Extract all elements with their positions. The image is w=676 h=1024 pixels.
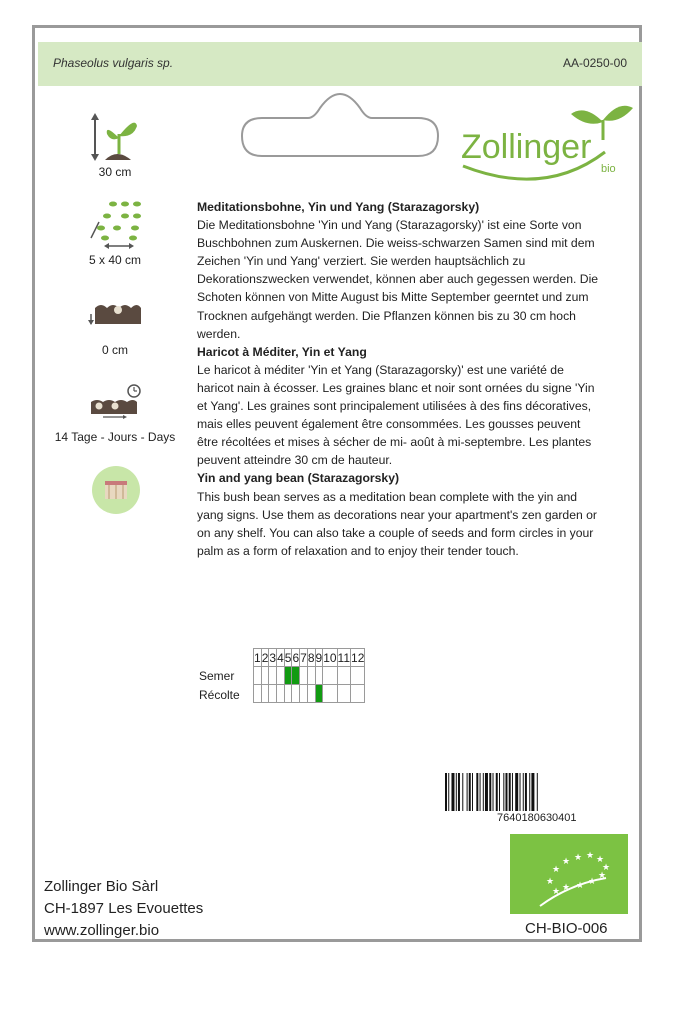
- month-8: 8: [307, 650, 315, 665]
- barcode-bar: [493, 773, 494, 811]
- calendar-row-harvest: [254, 685, 365, 703]
- barcode-bar: [476, 773, 478, 811]
- barcode-bar: [496, 773, 498, 811]
- svg-text:★: ★: [576, 881, 585, 891]
- barcode-bar: [472, 773, 473, 811]
- barcode-bar: [456, 773, 457, 811]
- calendar-cell: [351, 685, 365, 703]
- calendar-cell: [323, 685, 337, 703]
- month-11: 11: [337, 650, 351, 665]
- barcode-bar: [525, 773, 527, 811]
- barcode-bar: [467, 773, 468, 811]
- svg-text:★: ★: [598, 871, 607, 881]
- section-title-fr: Haricot à Méditer, Yin et Yang: [197, 344, 367, 359]
- calendar-cell: [269, 685, 277, 703]
- month-3: 3: [269, 650, 277, 665]
- calendar-cell-active: [292, 667, 300, 685]
- spacing-label: 5 x 40 cm: [88, 253, 142, 267]
- calendar-table: [253, 648, 365, 703]
- barcode-bar: [503, 773, 504, 811]
- svg-text:★: ★: [588, 877, 597, 887]
- depth-label: 0 cm: [101, 343, 128, 357]
- barcode-bar: [469, 773, 471, 811]
- calendar-header-row: [254, 649, 365, 667]
- calendar-cell: [269, 667, 277, 685]
- svg-text:★: ★: [546, 877, 555, 887]
- plant-height-icon: [87, 110, 147, 165]
- calendar-cell: [284, 685, 292, 703]
- species-name: Phaseolus vulgaris sp.: [53, 56, 174, 70]
- company-address: CH-1897 Les Evouettes: [44, 900, 204, 917]
- barcode-bar: [451, 773, 454, 811]
- bio-certification: CH-BIO-006: [525, 920, 608, 937]
- calendar-row-label-sow: Semer: [199, 669, 235, 683]
- calendar-cell-active: [315, 685, 323, 703]
- barcode-bar: [483, 773, 484, 811]
- section-title-de: Meditationsbohne, Yin und Yang (Starazagorsky): [197, 200, 480, 214]
- month-6: 6: [292, 650, 300, 665]
- barcode-bar: [445, 773, 447, 811]
- barcode-bar: [537, 773, 538, 811]
- svg-text:★: ★: [562, 857, 571, 867]
- calendar-cell: [277, 685, 285, 703]
- seed-packet: [32, 25, 642, 942]
- calendar-row-label-harvest: Récolte: [199, 688, 240, 702]
- calendar-cell: [261, 667, 269, 685]
- company-name: Zollinger Bio Sàrl: [44, 878, 159, 895]
- urban-gardening-badge-icon: [91, 465, 141, 515]
- calendar-cell: [307, 667, 315, 685]
- eu-organic-logo-icon: [510, 834, 628, 914]
- barcode-number: 7640180630401: [497, 812, 577, 824]
- barcode-icon: [443, 773, 623, 811]
- germination-label: 14 Tage - Jours - Days: [54, 430, 176, 444]
- calendar-row-sow: [254, 667, 365, 685]
- barcode-bar: [505, 773, 507, 811]
- sowing-depth-icon: [87, 298, 147, 328]
- calendar-cell: [254, 667, 262, 685]
- height-label: 30 cm: [98, 165, 132, 179]
- section-body-en: This bush bean serves as a meditation bean complete with the yin and yang signs. Use them as decorations near your apartment's zen garden or on any shelf. You can also take a couple of seeds and form circles in your palm as a form of relaxation and to enjoy their tender touch.: [197, 489, 597, 558]
- section-title-en: Yin and yang bean (Starazagorsky): [197, 471, 400, 486]
- barcode-bar: [485, 773, 488, 811]
- company-info: [44, 876, 203, 942]
- month-2: 2: [261, 650, 269, 665]
- barcode-bar: [512, 773, 513, 811]
- svg-text:★: ★: [552, 887, 561, 897]
- svg-text:★: ★: [552, 865, 561, 875]
- barcode-bar: [448, 773, 449, 811]
- barcode-bar: [531, 773, 534, 811]
- calendar-cell: [254, 685, 262, 703]
- logo-sub: bio: [601, 163, 616, 175]
- calendar-cell: [261, 685, 269, 703]
- calendar-cell: [307, 685, 315, 703]
- calendar-cell: [323, 667, 337, 685]
- svg-text:★: ★: [602, 863, 611, 873]
- barcode-bar: [489, 773, 491, 811]
- hanger-hole-icon: [240, 90, 440, 160]
- svg-text:★: ★: [562, 883, 571, 893]
- barcode-bar: [458, 773, 460, 811]
- month-1: 1: [254, 650, 261, 665]
- barcode-bar: [520, 773, 521, 811]
- barcode-bar: [515, 773, 518, 811]
- calendar-cell: [351, 667, 365, 685]
- calendar-cell: [292, 685, 300, 703]
- zollinger-logo-icon: [455, 100, 635, 200]
- barcode-bar: [529, 773, 530, 811]
- month-10: 10: [323, 650, 337, 665]
- calendar-cell-active: [284, 667, 292, 685]
- svg-text:★: ★: [586, 851, 595, 861]
- product-code: AA-0250-00: [562, 56, 627, 70]
- description: [197, 198, 602, 560]
- barcode-bar: [499, 773, 500, 811]
- barcode-bar: [509, 773, 511, 811]
- barcode-bar: [462, 773, 463, 811]
- calendar-cell: [300, 685, 308, 703]
- plant-spacing-icon: [87, 200, 147, 252]
- section-body-fr: Le haricot à méditer 'Yin et Yang (Starazagorsky)' est une variété de haricot nain à écosser. Les graines blanc et noir sont ornées du signe 'Yin et Yang'. Les graines sont principalement utilisées à des fins décoratives, mais elles peuvent également être consommées. Les gousses peuvent être récoltées et mises à sécher de mi- août à mi-septembre. Les plantes peuvent atteindre 30 cm de hauteur.: [197, 362, 595, 468]
- logo-brand: Zollinger: [461, 128, 592, 166]
- germination-time-icon: [87, 382, 147, 420]
- section-body-de: Die Meditationsbohne 'Yin und Yang (Starazagorsky)' ist eine Sorte von Buschbohnen zum Auskernen. Die weiss-schwarzen Samen sind mit dem Zeichen 'Yin und Yang' verziert. Sie werden hauptsächlich zu Dekorationszwecken verwendet, können aber auch gegessen werden. Die Schoten können von Mitte August bis Mitte September geerntet und zum Trocknen aufgehängt werden. Die Pflanzen können bis zu 30 cm hoch werden.: [197, 218, 599, 341]
- month-7: 7: [300, 650, 307, 665]
- company-website[interactable]: www.zollinger.bio: [44, 922, 160, 939]
- header-bar: [38, 42, 642, 86]
- month-4: 4: [277, 650, 284, 665]
- calendar-cell: [277, 667, 285, 685]
- calendar-cell: [315, 667, 323, 685]
- calendar-cell: [337, 667, 350, 685]
- month-5: 5: [284, 650, 292, 665]
- svg-text:★: ★: [574, 853, 583, 863]
- calendar-cell: [337, 685, 350, 703]
- barcode-bar: [480, 773, 481, 811]
- calendar-cell: [300, 667, 308, 685]
- svg-text:★: ★: [596, 855, 605, 865]
- month-9: 9: [315, 650, 323, 665]
- month-12: 12: [351, 650, 365, 665]
- barcode-bar: [523, 773, 524, 811]
